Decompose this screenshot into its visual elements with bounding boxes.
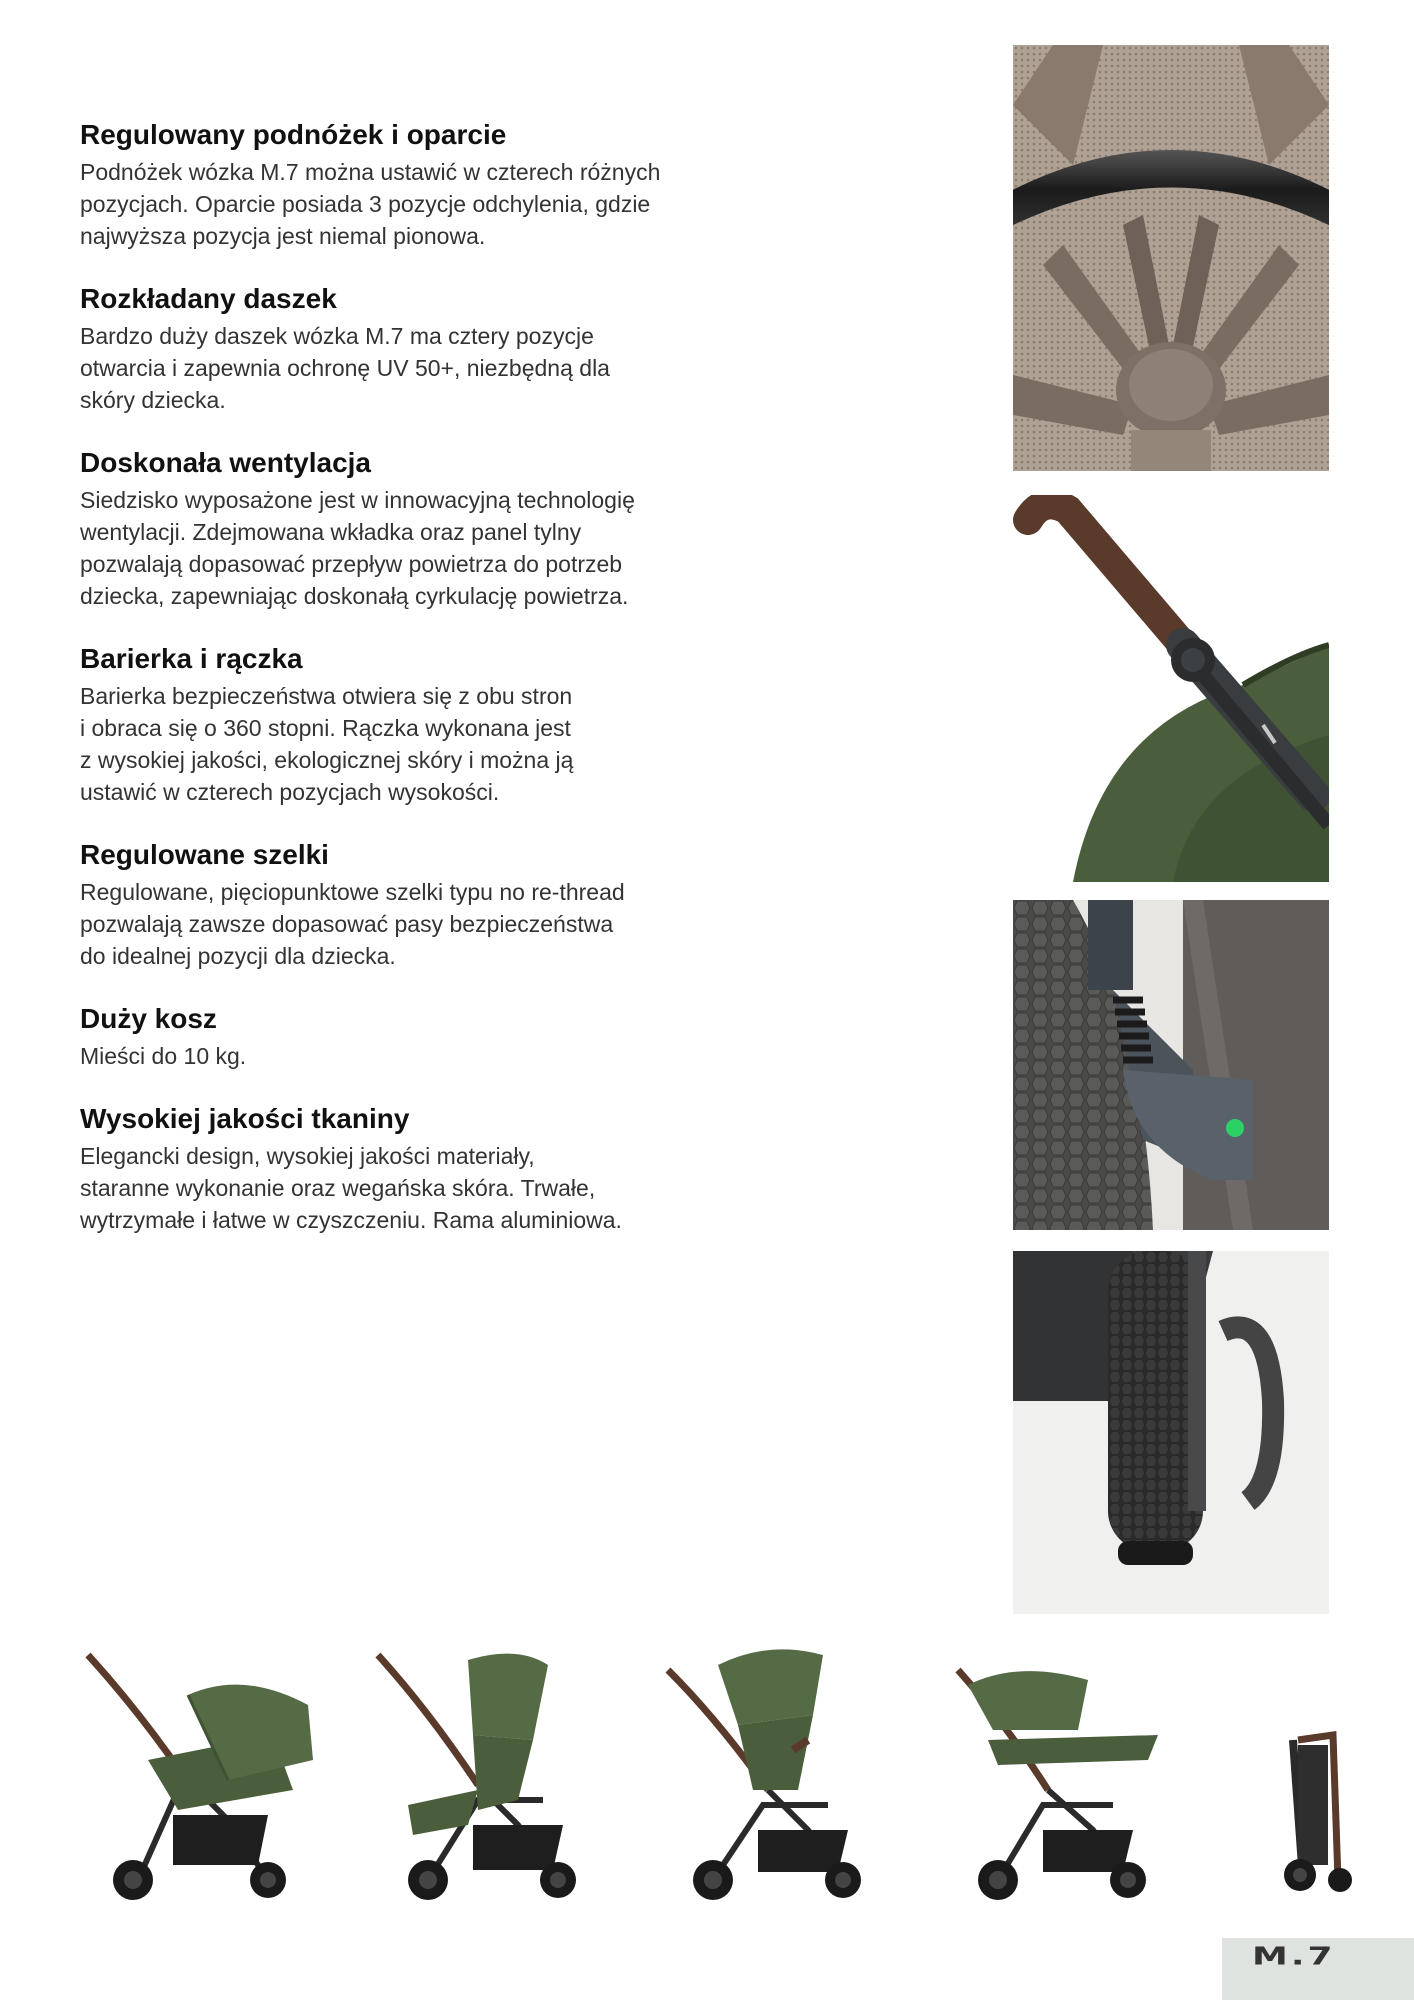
stroller-position-seated bbox=[658, 1640, 883, 1905]
feature-ventilation bbox=[80, 446, 740, 612]
feature-text: Mieści do 10 kg. bbox=[80, 1043, 247, 1069]
feature-title: Wysokiej jakości tkaniny bbox=[80, 1103, 410, 1134]
feature-fabrics bbox=[80, 1102, 740, 1236]
feature-bumper-handle bbox=[80, 642, 740, 808]
feature-footrest bbox=[80, 118, 740, 252]
feature-text: Barierka bezpieczeństwa otwiera się z obu stron i obraca się o 360 stopni. Rączka wykonana jest z wysokiej jakości, ekologicznej skóry i można ją ustawić w czterech pozycjach wysokości. bbox=[80, 683, 574, 805]
harness-photo bbox=[1013, 45, 1329, 471]
stroller-position-flat bbox=[948, 1640, 1168, 1905]
feature-basket bbox=[80, 1002, 740, 1072]
stroller-position-folded bbox=[1258, 1640, 1368, 1905]
feature-canopy bbox=[80, 282, 740, 416]
feature-title: Barierka i rączka bbox=[80, 643, 303, 674]
feature-list bbox=[80, 118, 740, 1266]
feature-title: Rozkładany daszek bbox=[80, 283, 337, 314]
feature-text: Regulowane, pięciopunktowe szelki typu no re-thread pozwalają zawsze dopasować pasy bezpieczeństwa do idealnej pozycji dla dziecka. bbox=[80, 879, 625, 969]
feature-title: Regulowane szelki bbox=[80, 839, 329, 870]
feature-text: Siedzisko wyposażone jest w innowacyjną technologię wentylacji. Zdejmowana wkładka oraz panel tylny pozwalają dopasować przepływ powietrza do potrzeb dziecka, zapewniając doskonałą cyrkulację powietrza. bbox=[80, 487, 635, 609]
suspension-photo bbox=[1013, 900, 1329, 1230]
feature-title: Regulowany podnóżek i oparcie bbox=[80, 119, 507, 150]
brand-logo-tab bbox=[1222, 1938, 1414, 2000]
stroller-position-upright bbox=[368, 1640, 593, 1905]
handlebar-photo bbox=[1013, 495, 1329, 882]
feature-title: Doskonała wentylacja bbox=[80, 447, 372, 478]
stroller-positions-row bbox=[78, 1640, 1368, 1905]
feature-text: Bardzo duży daszek wózka M.7 ma cztery pozycje otwarcia i zapewnia ochronę UV 50+, niezbędną dla skóry dziecka. bbox=[80, 323, 610, 413]
feature-text: Podnóżek wózka M.7 można ustawić w czterech różnych pozycjach. Oparcie posiada 3 pozycje odchylenia, gdzie najwyższa pozycja jest niemal pionowa. bbox=[80, 159, 661, 249]
feature-text: Elegancki design, wysokiej jakości materiały, staranne wykonanie oraz wegańska skóra. Trwałe, wytrzymałe i łatwe w czyszczeniu. Rama aluminiowa. bbox=[80, 1143, 622, 1233]
wheel-photo bbox=[1013, 1251, 1329, 1614]
feature-harness bbox=[80, 838, 740, 972]
feature-title: Duży kosz bbox=[80, 1003, 217, 1034]
brand-logo: M.7 bbox=[1252, 1942, 1336, 1971]
stroller-position-reclined bbox=[78, 1640, 313, 1905]
